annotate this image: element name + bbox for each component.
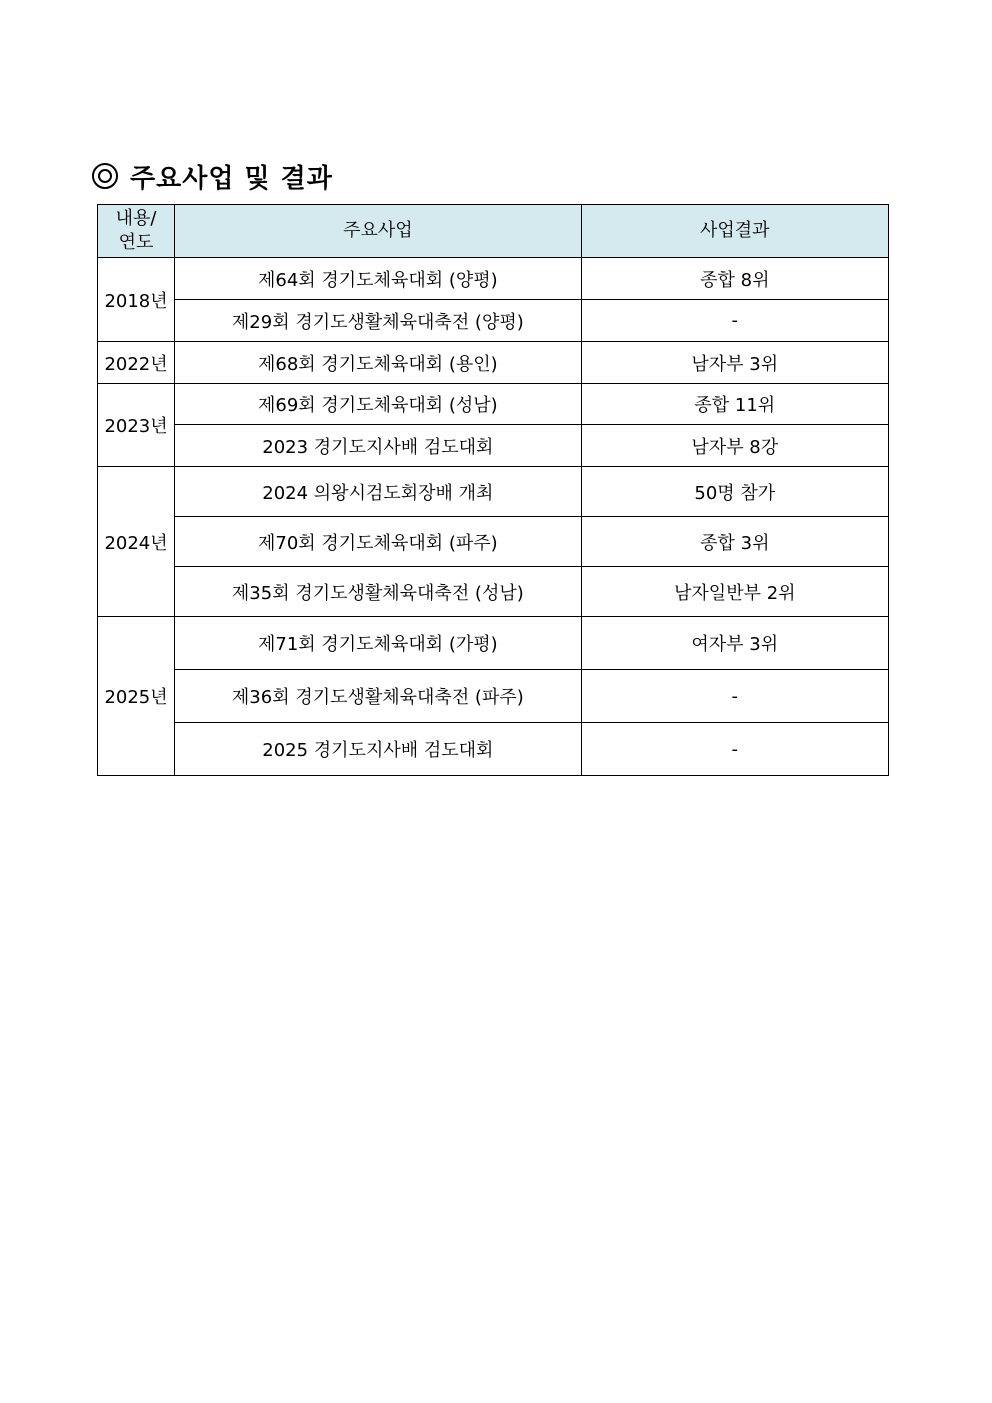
project-cell: 제29회 경기도생활체육대축전 (양평) xyxy=(175,300,582,342)
business-results-table xyxy=(97,204,889,776)
table-row xyxy=(98,567,889,617)
header-result: 사업결과 xyxy=(581,205,888,258)
table-body xyxy=(98,258,889,776)
year-cell: 2024년 xyxy=(98,467,175,617)
result-cell: - xyxy=(581,723,888,776)
table-row xyxy=(98,467,889,517)
result-cell: 여자부 3위 xyxy=(581,617,888,670)
result-cell: - xyxy=(581,300,888,342)
section-heading xyxy=(92,156,333,196)
header-project: 주요사업 xyxy=(175,205,582,258)
result-cell: 50명 참가 xyxy=(581,467,888,517)
year-cell: 2018년 xyxy=(98,258,175,342)
table-row xyxy=(98,670,889,723)
table-row xyxy=(98,425,889,467)
project-cell: 제36회 경기도생활체육대축전 (파주) xyxy=(175,670,582,723)
result-cell: 종합 11위 xyxy=(581,384,888,425)
result-cell: 남자일반부 2위 xyxy=(581,567,888,617)
result-cell: - xyxy=(581,670,888,723)
table-row xyxy=(98,517,889,567)
year-cell: 2023년 xyxy=(98,384,175,467)
project-cell: 제70회 경기도체육대회 (파주) xyxy=(175,517,582,567)
project-cell: 2023 경기도지사배 검도대회 xyxy=(175,425,582,467)
year-cell: 2025년 xyxy=(98,617,175,776)
table-row xyxy=(98,300,889,342)
result-cell: 종합 8위 xyxy=(581,258,888,300)
result-cell: 종합 3위 xyxy=(581,517,888,567)
year-cell: 2022년 xyxy=(98,342,175,384)
table-row xyxy=(98,258,889,300)
header-year-line1: 내용/ xyxy=(115,208,157,229)
project-cell: 제68회 경기도체육대회 (용인) xyxy=(175,342,582,384)
section-title: 주요사업 및 결과 xyxy=(130,163,333,194)
double-circle-icon xyxy=(92,163,118,189)
project-cell: 2024 의왕시검도회장배 개최 xyxy=(175,467,582,517)
table-row xyxy=(98,723,889,776)
project-cell: 제64회 경기도체육대회 (양평) xyxy=(175,258,582,300)
table-header-row xyxy=(98,205,889,258)
project-cell: 2025 경기도지사배 검도대회 xyxy=(175,723,582,776)
table-row xyxy=(98,617,889,670)
header-year xyxy=(98,205,175,258)
header-year-line2: 연도 xyxy=(118,232,154,253)
result-cell: 남자부 3위 xyxy=(581,342,888,384)
table-row xyxy=(98,342,889,384)
project-cell: 제71회 경기도체육대회 (가평) xyxy=(175,617,582,670)
project-cell: 제69회 경기도체육대회 (성남) xyxy=(175,384,582,425)
project-cell: 제35회 경기도생활체육대축전 (성남) xyxy=(175,567,582,617)
table-row xyxy=(98,384,889,425)
result-cell: 남자부 8강 xyxy=(581,425,888,467)
